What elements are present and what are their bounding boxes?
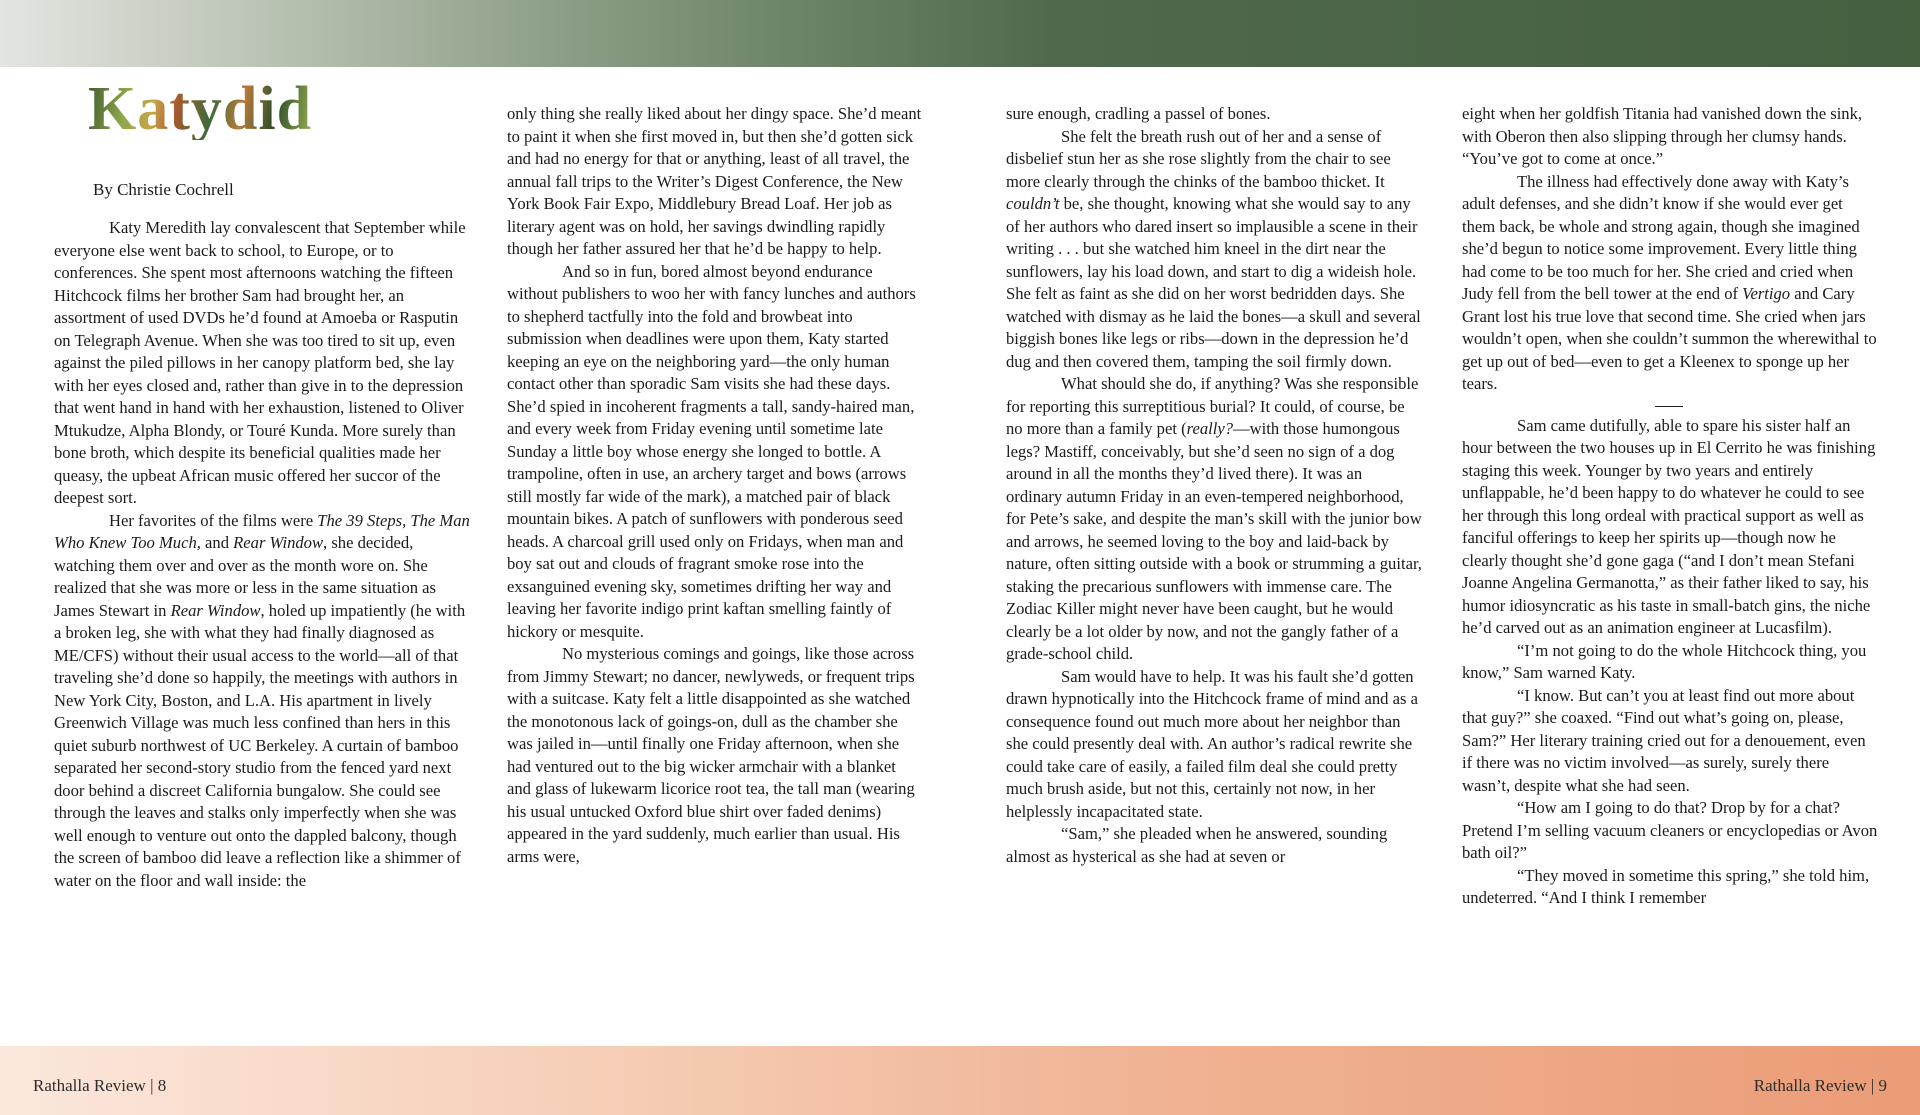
- page-footer-left: Rathalla Review | 8: [33, 1076, 167, 1095]
- emphasis: really?: [1186, 419, 1234, 438]
- paragraph: [1462, 171, 1878, 396]
- text-column-2: [507, 103, 923, 868]
- text-run: The illness had effectively done away with Katy’s adult defenses, and she didn’t know if she would ever get them back, be whole and strong again, though she imagined she’d begun to notice some improvement. Every little thing had come to be too much for her. She cried and cried when Judy fell from the bell tower at the end of: [1462, 171, 1860, 303]
- text-column-1: [54, 217, 470, 892]
- paragraph: Sam would have to help. It was his fault she’d gotten drawn hypnotically into the Hitchcock frame of mind and as a consequence found out much more about her neighbor than she could presently deal with. An author’s radical rewrite she could take care of easily, a failed film deal she could pretty much brush aside, but not this, certainly not now, in her helplessly incapacitated state.: [1006, 666, 1418, 821]
- top-color-band: [0, 0, 1920, 67]
- paragraph: [1006, 373, 1422, 666]
- film-title: Vertigo: [1742, 284, 1791, 303]
- text-column-3: [1006, 103, 1422, 868]
- paragraph: Sam came dutifully, able to spare his sister half an hour between the two houses up in El Cerrito he was finishing staging this week. Younger by two years and entirely unflappable, he’d been happy to do whatever he could to see her through this long ordeal with practical support as well as fanciful offerings to keep her spirits up—though now he clearly thought she’d gone gaga (“and I don’t mean Stefani Joanne Angelina Germanotta,” as their father liked to say, his humor idiosyncratic as his taste in small-batch gins, the niche he’d carved out as an animation engineer at Lucasfilm).: [1462, 415, 1876, 637]
- text-column-4: [1462, 103, 1878, 910]
- page-footer-right: Rathalla Review | 9: [1753, 1076, 1887, 1095]
- text-run: be, she thought, knowing what she would say to any of her authors who dared insert so implausible a scene in their writing . . . but she watched him kneel in the dirt near the sunflowers, lay his load down, and start to dig a wideish hole. She felt as faint as she did on her worst bedridden days. She watched with dismay as he laid the bones—a skull and several biggish bones like legs or ribs—down in the depression he’d dug and then covered them, tamping the soil firmly down.: [1006, 194, 1421, 371]
- scene-break-divider: [1655, 406, 1683, 407]
- bottom-color-band: [0, 1046, 1920, 1115]
- paragraph: “I know. But can’t you at least find out more about that guy?” she coaxed. “Find out what’s going on, please, Sam?” Her literary training cried out for a denouement, even if there was no victim involved—as surely, surely there wasn’t, despite what she had seen.: [1462, 685, 1866, 795]
- paragraph: Katy Meredith lay convalescent that September while everyone else went back to school, to Europe, or to conferences. She spent most afternoons watching the fifteen Hitchcock films her brother Sam had brought her, an assortment of used DVDs he’d found at Amoeba or Rasputin on Telegraph Avenue. When she was too tired to sit up, even against the piled pillows in her canopy platform bed, she lay with her eyes closed and, rather than give in to the depression that went hand in hand with her exhaustion, listened to Oliver Mtukudze, Alpha Blondy, or Touré Kunda. More surely than bone broth, which despite its beneficial qualities made her queasy, the upbeat African music offered her succor of the deepest sort.: [54, 218, 466, 507]
- text-run: and Cary Grant lost his true love that second time. She cried when jars wouldn’t open, when she couldn’t summon the wherewithal to get up out of bed—even to get a Kleenex to sponge up her tears.: [1462, 284, 1877, 393]
- text-run: and: [200, 533, 234, 552]
- paragraph: “Sam,” she pleaded when he answered, sounding almost as hysterical as she had at seven or: [1006, 824, 1388, 866]
- byline: By Christie Cochrell: [93, 180, 234, 199]
- text-run: , holed up impatiently (he with a broken leg, she with what they had finally diagnosed as ME/CFS) without their usual access to the world—all of that traveling she’d done so happily, the meetings with authors in New York City, Boston, and L.A. His apartment in lively Greenwich Village was much less confined than hers in this quiet suburb northwest of UC Berkeley. A curtain of bamboo separated her second-story studio from the fenced yard next door behind a discreet California bungalow. She could see through the leaves and stalks only imperfectly when she was well enough to venture out onto the dappled balcony, though the screen of bamboo did leave a reflection like a shimmer of water on the floor and wall inside: the: [54, 600, 466, 890]
- paragraph: eight when her goldfish Titania had vanished down the sink, with Oberon then also slipping through her clumsy hands. “You’ve got to come at once.”: [1462, 104, 1863, 168]
- paragraph: sure enough, cradling a passel of bones.: [1006, 104, 1271, 123]
- text-run: She felt the breath rush out of her and a sense of disbelief stun her as she rose slightly from the chair to see more clearly through the chinks of the bamboo thicket. It: [1006, 126, 1391, 191]
- paragraph: only thing she really liked about her dingy space. She’d meant to paint it when she first moved in, but then she’d gotten sick and had no energy for that or anything, least of all travel, the annual fall trips to the Writer’s Digest Conference, the New York Book Fair Expo, Middlebury Bread Loaf. Her job as literary agent was on hold, her savings dwindling rapidly though her father assured her that he’d be happy to help.: [507, 104, 922, 258]
- paragraph: “I’m not going to do the whole Hitchcock thing, you know,” Sam warned Katy.: [1462, 640, 1867, 682]
- text-run: —with those humongous legs? Mastiff, conceivably, but she’d seen no sign of a dog around in all the months they’d lived there). It was an ordinary autumn Friday in an even-tempered neighborhood, for Pete’s sake, and despite the man’s skill with the junior bow and arrows, he seemed loving to the boy and laid-back by nature, often sitting outside with a book or strumming a guitar, staking the precarious sunflowers with immense care. The Zodiac Killer might never have been caught, but he would clearly be a lot older by now, and not the gangly father of a grade-school child.: [1006, 419, 1422, 663]
- film-title: Rear Window: [170, 600, 261, 620]
- film-title: The 39 Steps, The Man Who Knew Too Much,: [54, 510, 470, 552]
- story-title: Katydid: [88, 75, 313, 143]
- text-run: Her favorites of the films were: [109, 510, 318, 530]
- paragraph: [1006, 126, 1422, 374]
- emphasis: couldn’t: [1006, 194, 1060, 213]
- paragraph: And so in fun, bored almost beyond endurance without publishers to woo her with fancy lunches and authors to shepherd tactfully into the fold and browbeat into submission when deadlines were upon them, Katy started keeping an eye on the neighboring yard—the only human contact other than sporadic Sam visits she had these days. She’d spied in incoherent fragments a tall, sandy-haired man, and every week from Friday evening until sometime late Sunday a little boy whose energy she longed to bottle. A trampoline, often in use, an archery target and bows (arrows still mostly far wide of the mark), a matched pair of black mountain bikes. A patch of sunflowers with ponderous seed heads. A charcoal grill used only on Fridays, when man and boy sat out and clouds of fragrant smoke rose into the exsanguined evening sky, sometimes drifting her way and leaving her favorite indigo print kaftan smelling faintly of hickory or mesquite.: [507, 261, 916, 641]
- paragraph: [54, 510, 470, 893]
- text-run: , she decided, watching them over and over as the month wore on. She realized that she was more or less in the same situation as James Stewart in: [54, 533, 437, 620]
- film-title: Rear Window: [233, 533, 324, 552]
- paragraph: “They moved in sometime this spring,” she told him, undeterred. “And I think I remember: [1462, 865, 1870, 907]
- paragraph: No mysterious comings and goings, like those across from Jimmy Stewart; no dancer, newlyweds, or frequent trips with a suitcase. Katy felt a little disappointed as she watched the monotonous lack of goings-on, dull as the chamber she was jailed in—until finally one Friday afternoon, when she had ventured out to the big wicker armchair with a blanket and glass of lukewarm licorice root tea, the tall man (wearing his usual untucked Oxford blue shirt over faded denims) appeared in the yard suddenly, much earlier than usual. His arms were,: [507, 644, 915, 866]
- text-run: What should she do, if anything? Was she responsible for reporting this surreptitious burial? It could, of course, be no more than a family pet (: [1006, 374, 1419, 438]
- paragraph: “How am I going to do that? Drop by for a chat? Pretend I’m selling vacuum cleaners or encyclopedias or Avon bath oil?”: [1462, 798, 1878, 862]
